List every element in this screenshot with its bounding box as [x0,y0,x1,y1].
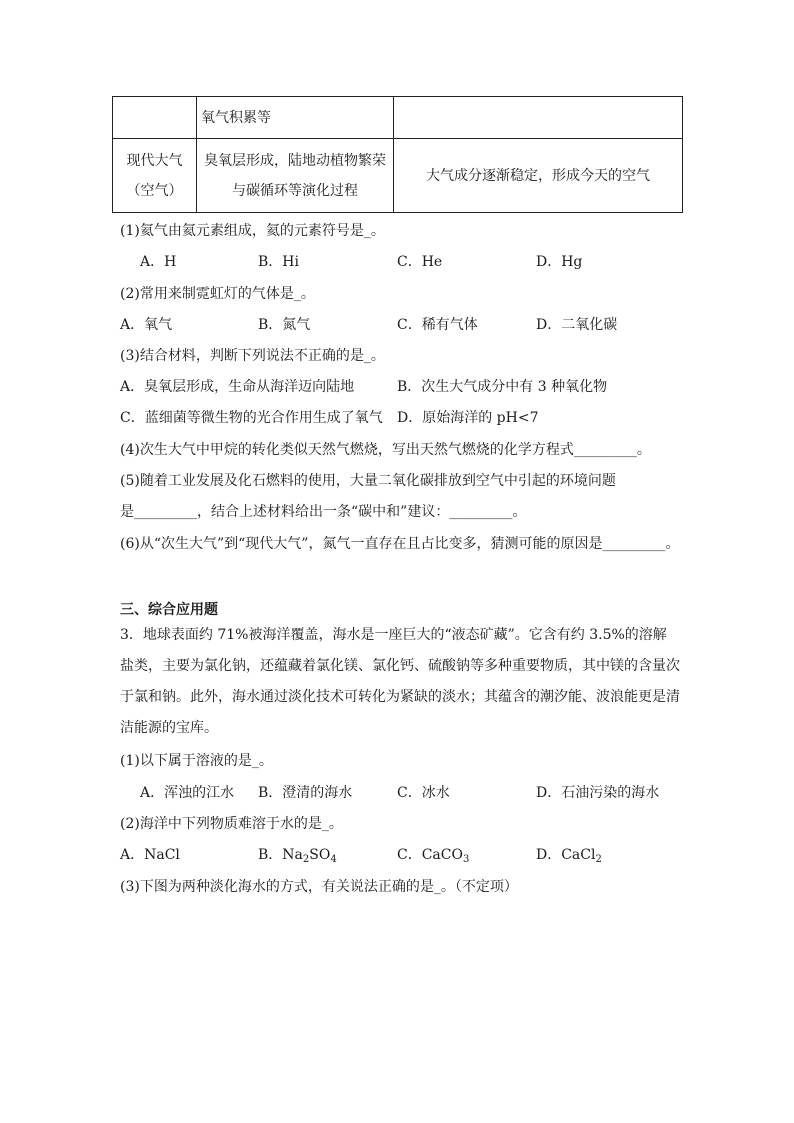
s2-option-a [120,844,180,864]
question-5-line-1: (5)随着工业发展及化石燃料的使用，大量二氧化碳排放到空气中引起的环境问题 [120,473,616,489]
question-4-stem: (4)次生大气中甲烷的转化类似天然气燃烧，写出天然气燃烧的化学方程式_________。 [120,442,651,458]
q3-option-b: B．次生大气成分中有 3 种氧化物 [397,379,608,395]
q1-option-a: A．H [140,254,177,270]
formula-subscript: 3 [462,854,470,865]
formula-text: B．Na [258,847,303,863]
era-label: 现代大气 [126,152,183,169]
question-1-stem: (1)氦气由氦元素组成，氦的元素符号是_。 [120,223,385,239]
formula-text: C．CaCO [397,847,463,863]
passage-paragraph: 3．地球表面约 71%被海洋覆盖，海水是一座巨大的“液态矿藏”。它含有约 3.5%的溶解盐类，主要为氯化钠，还蕴藏着氯化镁、氯化钙、硫酸钠等多种重要物质，其中镁的含量次于氯和钠。此外，海水通过淡化技术可转化为紧缺的淡水；其蕴含的潮汐能、波浪能更是清洁能源的宝库。 [120,627,680,736]
table-cell [113,97,197,139]
table-cell [394,97,683,139]
table-row [113,97,683,139]
section-heading: 三、综合应用题 [120,602,218,618]
q2-option-d: D．二氧化碳 [536,317,618,333]
q2-option-c: C．稀有气体 [397,317,478,333]
formula-text: D．CaCl [536,847,596,863]
s2-option-b [258,844,337,865]
s2-option-d [536,844,602,865]
event-line: 臭氧层形成，陆地动植物繁荣 [204,152,386,169]
q1-option-c: C．He [397,254,443,270]
sub-question-2-stem: (2)海洋中下列物质难溶于水的是_。 [120,816,343,832]
q3-option-a: A．臭氧层形成，生命从海洋迈向陆地 [120,379,355,395]
sub-question-1-stem: (1)以下属于溶液的是_。 [120,753,273,769]
formula-subscript: 2 [302,854,310,865]
q1-option-b: B．Hi [258,254,299,270]
q3-option-c: C．蓝细菌等微生物的光合作用生成了氧气 [120,410,383,426]
formula-subscript: 2 [595,854,602,865]
question-5-line-2: 是_________，结合上述材料给出一条“碳中和”建议：_________。 [120,504,527,520]
s1-option-b: B．澄清的海水 [258,785,353,801]
era-sublabel: （空气） [126,182,183,199]
atmosphere-evolution-table [112,96,683,213]
question-2-stem: (2)常用来制霓虹灯的气体是_。 [120,286,315,302]
table-cell: 大气成分逐渐稳定，形成今天的空气 [394,139,683,213]
s1-option-c: C．冰水 [397,785,450,801]
s1-option-a: A．浑浊的江水 [140,785,235,801]
q1-option-d: D．Hg [536,254,583,270]
question-3-stem: (3)结合材料，判断下列说法不正确的是_。 [120,348,385,364]
formula-text: A．NaCl [120,847,180,863]
sub-question-3-stem: (3)下图为两种淡化海水的方式，有关说法正确的是_。（不定项） [120,879,518,895]
formula-text: SO [309,847,331,863]
event-line: 与碳循环等演化过程 [232,182,358,199]
table-cell [197,139,394,213]
table-cell [113,139,197,213]
s2-option-c [397,844,469,865]
q2-option-a: A．氧气 [120,317,173,333]
question-6-stem: (6)从“次生大气”到“现代大气”，氮气一直存在且占比变多，猜测可能的原因是_________。 [120,536,680,552]
q2-option-b: B．氮气 [258,317,311,333]
q3-option-d: D．原始海洋的 pH<7 [397,410,539,426]
formula-subscript: 4 [330,854,337,865]
table-cell: 氧气积累等 [197,97,394,139]
s1-option-d: D．石油污染的海水 [536,785,660,801]
table-row [113,139,683,213]
